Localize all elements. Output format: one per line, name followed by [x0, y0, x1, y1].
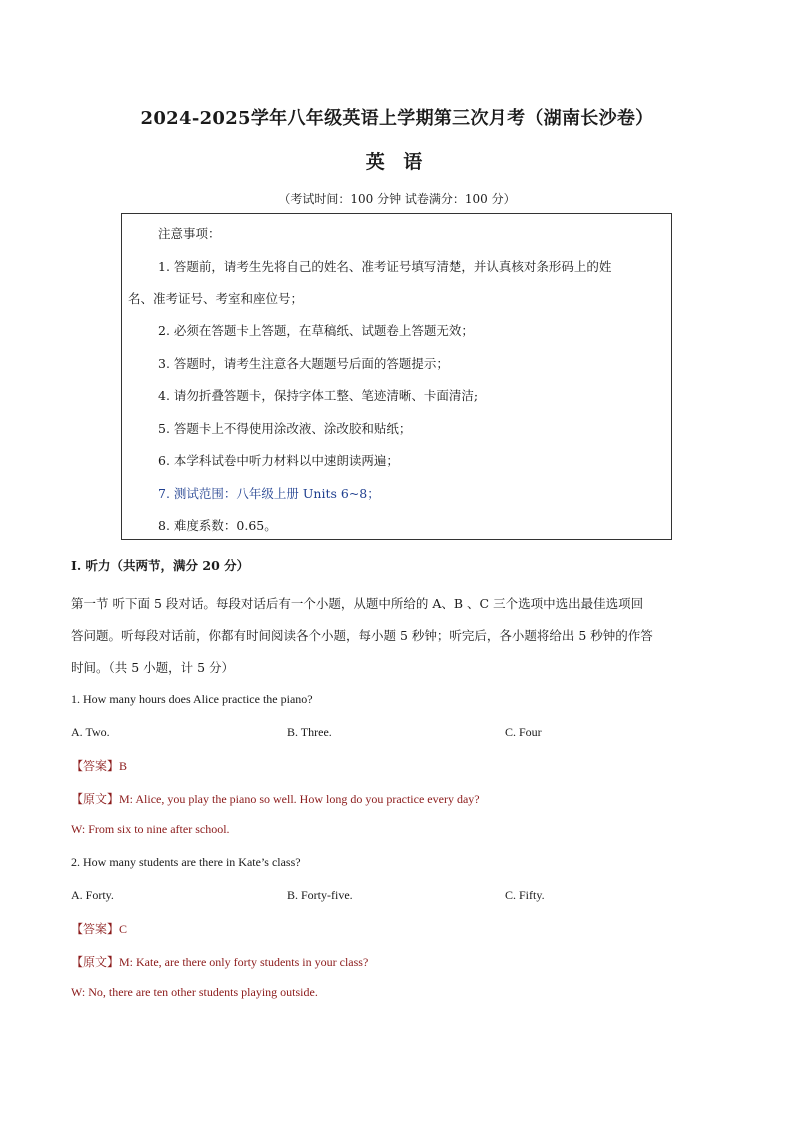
notice-heading: 注意事项：: [158, 226, 221, 241]
option-b: B. Forty-five.: [287, 888, 353, 902]
script-text: W: From six to nine after school.: [71, 822, 230, 836]
script-line: [71, 953, 368, 970]
notice-item: 2. 必须在答题卡上答题，在草稿纸、试题卷上答题无效；: [158, 323, 474, 338]
question-stem: 1. How many hours does Alice practice the piano?: [71, 692, 313, 706]
answer-line: [71, 757, 127, 774]
instruction-line: 时间。（共 5 小题，计 5 分）: [71, 660, 235, 675]
option-a: A. Two.: [71, 725, 110, 739]
option-a: A. Forty.: [71, 888, 114, 902]
script-text: W: No, there are ten other students playing outside.: [71, 985, 318, 999]
answer-tag: 【答案】: [71, 922, 120, 936]
notice-item: 8. 难度系数：0.65。: [158, 518, 277, 533]
notice-item: 3. 答题时，请考生注意各大题题号后面的答题提示；: [158, 356, 449, 371]
exam-info: （考试时间：100 分钟 试卷满分：100 分）: [278, 192, 516, 206]
script-line: [71, 790, 480, 807]
instruction-line: 答问题。听每段对话前，你都有时间阅读各个小题，每小题 5 秒钟；听完后，各小题将给出 5 秒钟的作答: [71, 628, 653, 643]
notice-box: [121, 213, 672, 540]
option-b: B. Three.: [287, 725, 332, 739]
notice-item: 1. 答题前，请考生先将自己的姓名、准考证号填写清楚，并认真核对条形码上的姓: [158, 259, 612, 274]
instruction-line: 第一节 听下面 5 段对话。每段对话后有一个小题，从题中所给的 A、B 、C 三个选项中选出最佳选项回: [71, 596, 644, 611]
notice-item: 名、准考证号、考室和座位号；: [128, 291, 304, 306]
answer-value: B: [119, 759, 128, 773]
question-stem: 2. How many students are there in Kate’s class?: [71, 855, 301, 869]
script-text: M: Alice, you play the piano so well. How long do you practice every day?: [119, 792, 480, 806]
answer-line: [71, 920, 127, 937]
section-heading: I. 听力（共两节，满分 20 分）: [71, 558, 250, 573]
notice-item: 5. 答题卡上不得使用涂改液、涂改胶和贴纸；: [158, 421, 412, 436]
subject-title: 英 语: [365, 151, 429, 173]
script-tag: 【原文】: [71, 955, 120, 969]
notice-item: 6. 本学科试卷中听力材料以中速朗读两遍；: [158, 453, 399, 468]
notice-item: 7. 测试范围：八年级上册 Units 6~8；: [158, 486, 380, 501]
script-text: M: Kate, are there only forty students in your class?: [119, 955, 369, 969]
option-c: C. Fifty.: [505, 888, 545, 902]
script-tag: 【原文】: [71, 792, 120, 806]
notice-item: 4. 请勿折叠答题卡，保持字体工整、笔迹清晰、卡面清洁;: [158, 388, 479, 403]
exam-title: 2024-2025学年八年级英语上学期第三次月考（湖南长沙卷）: [140, 108, 654, 129]
option-c: C. Four: [505, 725, 542, 739]
answer-tag: 【答案】: [71, 759, 120, 773]
answer-value: C: [119, 922, 128, 936]
